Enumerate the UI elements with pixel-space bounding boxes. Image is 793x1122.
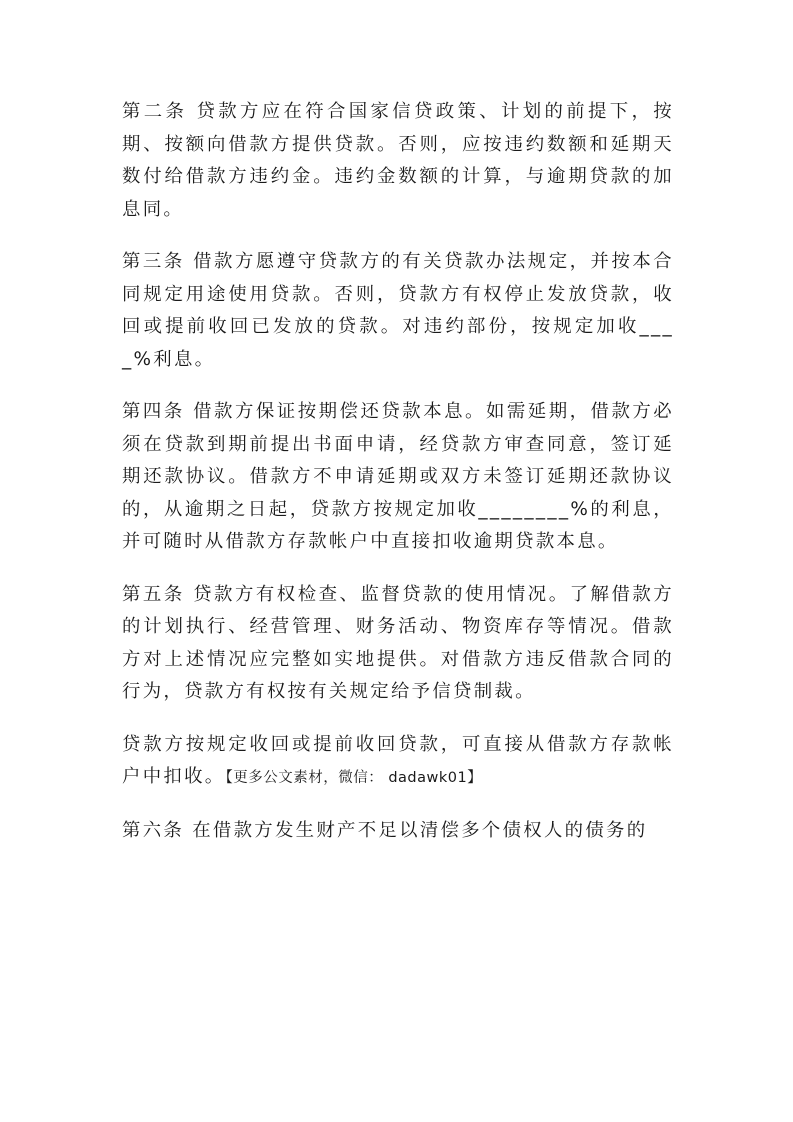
article-6-paragraph: 第六条 在借款方发生财产不足以清偿多个债权人的债务的 (122, 819, 648, 841)
promo-note: 【更多公文素材，微信： dadawk01】 (225, 770, 483, 786)
document-page (122, 96, 674, 867)
article-3-paragraph: 第三条 借款方愿遵守贷款方的有关贷款办法规定，并按本合同规定用途使用贷款。否则，贷款方有权停止发放贷款，收回或提前收回已发放的贷款。对违约部份，按规定加收____%利息。 (122, 251, 674, 370)
article-5-paragraph: 第五条 贷款方有权检查、监督贷款的使用情况。了解借款方的计划执行、经营管理、财务活动、物资库存等情况。借款方对上述情况应完整如实地提供。对借款方违反借款合同的行为，贷款方有权按有关规定给予信贷制裁。 (122, 583, 674, 702)
article-4-paragraph: 第四条 借款方保证按期偿还贷款本息。如需延期，借款方必须在贷款到期前提出书面申请，经贷款方审查同意，签订延期还款协议。借款方不申请延期或双方未签订延期还款协议的，从逾期之日起，贷款方按规定加收________%的利息，并可随时从借款方存款帐户中直接扣收逾期贷款本息。 (122, 401, 674, 552)
repayment-deduction-paragraph (122, 729, 674, 795)
repayment-deduction-text: 贷款方按规定收回或提前收回贷款，可直接从借款方存款帐户中扣收。 (122, 733, 674, 787)
article-2-paragraph: 第二条 贷款方应在符合国家信贷政策、计划的前提下，按期、按额向借款方提供贷款。否则，应按违约数额和延期天数付给借款方违约金。违约金数额的计算，与逾期贷款的加息同。 (122, 101, 674, 220)
